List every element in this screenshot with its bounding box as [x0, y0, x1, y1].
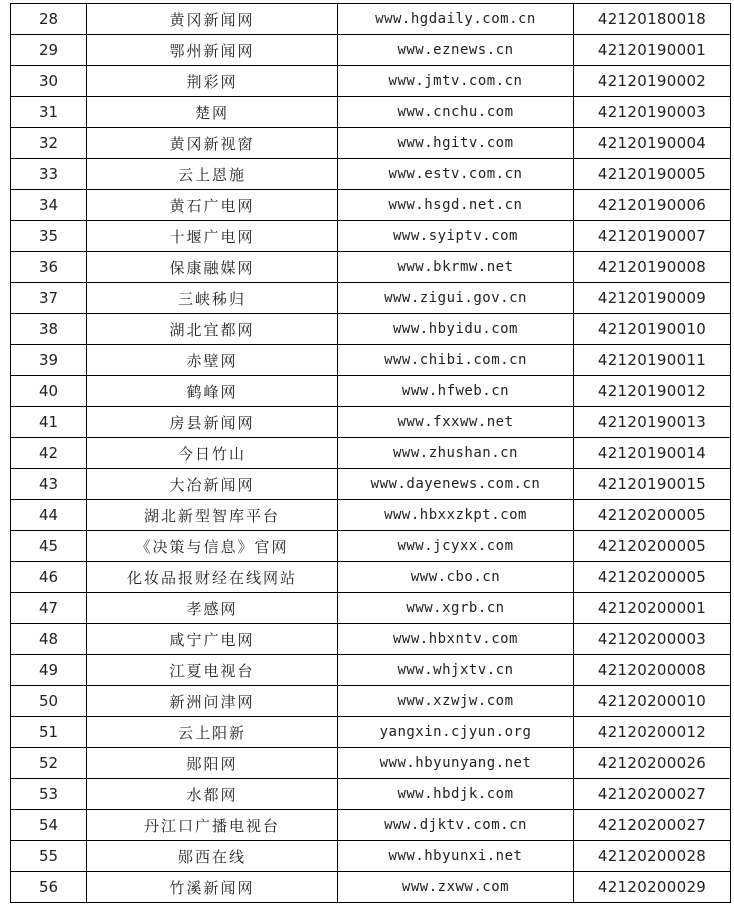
site-url: www.syiptv.com — [338, 221, 574, 252]
site-url: www.bkrmw.net — [338, 252, 574, 283]
row-number: 39 — [11, 345, 87, 376]
row-number: 33 — [11, 159, 87, 190]
site-url: www.xzwjw.com — [338, 686, 574, 717]
site-url: www.zigui.gov.cn — [338, 283, 574, 314]
table-row — [11, 283, 731, 314]
table-row — [11, 35, 731, 66]
table-row — [11, 97, 731, 128]
table-row — [11, 407, 731, 438]
site-url: www.cnchu.com — [338, 97, 574, 128]
table-row — [11, 593, 731, 624]
site-url: www.xgrb.cn — [338, 593, 574, 624]
site-url: www.hbxxzkpt.com — [338, 500, 574, 531]
row-number: 41 — [11, 407, 87, 438]
site-name: 赤壁网 — [87, 345, 338, 376]
row-number: 52 — [11, 748, 87, 779]
table-row — [11, 562, 731, 593]
site-url: www.dayenews.com.cn — [338, 469, 574, 500]
row-number: 48 — [11, 624, 87, 655]
registration-code: 42120200027 — [574, 810, 731, 841]
row-number: 28 — [11, 4, 87, 35]
table-row — [11, 221, 731, 252]
registration-code: 42120190012 — [574, 376, 731, 407]
row-number: 44 — [11, 500, 87, 531]
registration-code: 42120190011 — [574, 345, 731, 376]
registration-code: 42120190001 — [574, 35, 731, 66]
site-url: www.hbdjk.com — [338, 779, 574, 810]
site-url: www.hbyidu.com — [338, 314, 574, 345]
registration-code: 42120190008 — [574, 252, 731, 283]
row-number: 42 — [11, 438, 87, 469]
site-name: 湖北新型智库平台 — [87, 500, 338, 531]
row-number: 29 — [11, 35, 87, 66]
site-url: www.cbo.cn — [338, 562, 574, 593]
table-body — [11, 4, 731, 903]
table-row — [11, 717, 731, 748]
site-url: www.jmtv.com.cn — [338, 66, 574, 97]
site-name: 孝感网 — [87, 593, 338, 624]
site-url: yangxin.cjyun.org — [338, 717, 574, 748]
row-number: 53 — [11, 779, 87, 810]
table-row — [11, 500, 731, 531]
site-name: 江夏电视台 — [87, 655, 338, 686]
site-url: www.hbyunyang.net — [338, 748, 574, 779]
table-row — [11, 686, 731, 717]
row-number: 38 — [11, 314, 87, 345]
site-url: www.fxxww.net — [338, 407, 574, 438]
site-name: 鄂州新闻网 — [87, 35, 338, 66]
row-number: 31 — [11, 97, 87, 128]
table-row — [11, 376, 731, 407]
site-name: 竹溪新闻网 — [87, 872, 338, 903]
site-name: 咸宁广电网 — [87, 624, 338, 655]
row-number: 32 — [11, 128, 87, 159]
registration-code: 42120190014 — [574, 438, 731, 469]
site-name: 郧西在线 — [87, 841, 338, 872]
site-name: 保康融媒网 — [87, 252, 338, 283]
registration-code: 42120200005 — [574, 500, 731, 531]
row-number: 47 — [11, 593, 87, 624]
registration-code: 42120190010 — [574, 314, 731, 345]
row-number: 35 — [11, 221, 87, 252]
table-row — [11, 469, 731, 500]
site-url: www.hfweb.cn — [338, 376, 574, 407]
table-row — [11, 841, 731, 872]
registration-code: 42120190004 — [574, 128, 731, 159]
site-name: 黄冈新视窗 — [87, 128, 338, 159]
site-url: www.hgdaily.com.cn — [338, 4, 574, 35]
registration-code: 42120200008 — [574, 655, 731, 686]
site-name: 郧阳网 — [87, 748, 338, 779]
site-url: www.zhushan.cn — [338, 438, 574, 469]
site-name: 《决策与信息》官网 — [87, 531, 338, 562]
registration-code: 42120200028 — [574, 841, 731, 872]
site-name: 湖北宜都网 — [87, 314, 338, 345]
site-url: www.zxww.com — [338, 872, 574, 903]
site-url: www.jcyxx.com — [338, 531, 574, 562]
table-row — [11, 748, 731, 779]
row-number: 40 — [11, 376, 87, 407]
registration-code: 42120190002 — [574, 66, 731, 97]
table-row — [11, 252, 731, 283]
site-name: 三峡秭归 — [87, 283, 338, 314]
row-number: 56 — [11, 872, 87, 903]
site-name: 大冶新闻网 — [87, 469, 338, 500]
table-row — [11, 531, 731, 562]
site-name: 荆彩网 — [87, 66, 338, 97]
site-name: 新洲问津网 — [87, 686, 338, 717]
row-number: 54 — [11, 810, 87, 841]
table-row — [11, 190, 731, 221]
registration-code: 42120200027 — [574, 779, 731, 810]
site-name: 云上恩施 — [87, 159, 338, 190]
site-name: 房县新闻网 — [87, 407, 338, 438]
table-row — [11, 624, 731, 655]
site-name: 今日竹山 — [87, 438, 338, 469]
table-row — [11, 779, 731, 810]
registration-code: 42120200005 — [574, 531, 731, 562]
row-number: 50 — [11, 686, 87, 717]
site-name: 十堰广电网 — [87, 221, 338, 252]
site-url: www.djktv.com.cn — [338, 810, 574, 841]
site-url: www.hsgd.net.cn — [338, 190, 574, 221]
row-number: 37 — [11, 283, 87, 314]
table-row — [11, 159, 731, 190]
site-name: 黄石广电网 — [87, 190, 338, 221]
registration-code: 42120190015 — [574, 469, 731, 500]
site-name: 丹江口广播电视台 — [87, 810, 338, 841]
registration-code: 42120190009 — [574, 283, 731, 314]
row-number: 45 — [11, 531, 87, 562]
registration-code: 42120200005 — [574, 562, 731, 593]
table-row — [11, 655, 731, 686]
registration-code: 42120190007 — [574, 221, 731, 252]
table-row — [11, 66, 731, 97]
registration-code: 42120200003 — [574, 624, 731, 655]
row-number: 34 — [11, 190, 87, 221]
site-name: 黄冈新闻网 — [87, 4, 338, 35]
registration-code: 42120200029 — [574, 872, 731, 903]
site-url: www.chibi.com.cn — [338, 345, 574, 376]
registration-code: 42120200026 — [574, 748, 731, 779]
site-url: www.whjxtv.cn — [338, 655, 574, 686]
website-registry-table-container — [10, 3, 730, 903]
site-name: 化妆品报财经在线网站 — [87, 562, 338, 593]
registration-code: 42120190005 — [574, 159, 731, 190]
registration-code: 42120200010 — [574, 686, 731, 717]
registration-code: 42120200001 — [574, 593, 731, 624]
row-number: 36 — [11, 252, 87, 283]
site-url: www.hgitv.com — [338, 128, 574, 159]
row-number: 55 — [11, 841, 87, 872]
registration-code: 42120190013 — [574, 407, 731, 438]
site-name: 水都网 — [87, 779, 338, 810]
table-row — [11, 128, 731, 159]
table-row — [11, 4, 731, 35]
table-row — [11, 345, 731, 376]
site-name: 楚网 — [87, 97, 338, 128]
registration-code: 42120180018 — [574, 4, 731, 35]
website-registry-table — [10, 3, 731, 903]
table-row — [11, 314, 731, 345]
registration-code: 42120190003 — [574, 97, 731, 128]
row-number: 49 — [11, 655, 87, 686]
site-url: www.hbyunxi.net — [338, 841, 574, 872]
site-url: www.hbxntv.com — [338, 624, 574, 655]
site-url: www.estv.com.cn — [338, 159, 574, 190]
registration-code: 42120190006 — [574, 190, 731, 221]
table-row — [11, 810, 731, 841]
site-name: 云上阳新 — [87, 717, 338, 748]
row-number: 51 — [11, 717, 87, 748]
row-number: 43 — [11, 469, 87, 500]
site-url: www.eznews.cn — [338, 35, 574, 66]
site-name: 鹤峰网 — [87, 376, 338, 407]
row-number: 46 — [11, 562, 87, 593]
row-number: 30 — [11, 66, 87, 97]
table-row — [11, 872, 731, 903]
registration-code: 42120200012 — [574, 717, 731, 748]
table-row — [11, 438, 731, 469]
